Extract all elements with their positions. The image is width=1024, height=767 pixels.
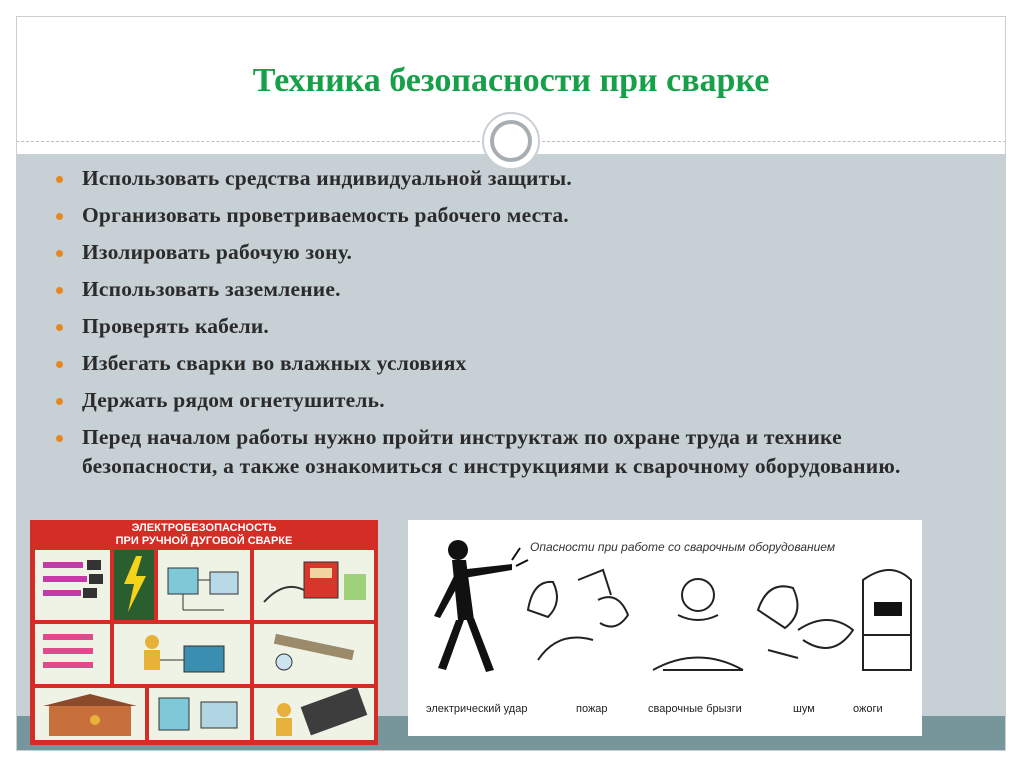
electric-shock-icon <box>434 540 528 672</box>
bullet-dot-icon <box>56 435 63 442</box>
circuit-diagram-icon <box>158 550 250 620</box>
welding-hazards-poster <box>408 520 922 736</box>
bullet-item: Использовать средства индивидуальной защиты. <box>54 164 954 193</box>
noise-icon <box>758 586 853 658</box>
cable-types-icon <box>35 624 110 684</box>
poster-panel <box>149 688 250 740</box>
fire-icon <box>528 570 628 660</box>
electrical-safety-poster <box>30 520 378 745</box>
bullet-dot-icon <box>56 398 63 405</box>
poster-panel <box>35 550 110 620</box>
welding-spatter-icon <box>653 579 743 670</box>
poster-heading-line1: ЭЛЕКТРОБЕЗОПАСНОСТЬ <box>131 522 277 534</box>
bullet-item: Держать рядом огнетушитель. <box>54 386 954 415</box>
hazard-caption-electric-shock: электрический удар <box>426 703 528 715</box>
bullet-dot-icon <box>56 361 63 368</box>
hazard-caption-burns: ожоги <box>853 703 883 715</box>
poster-panel <box>35 688 145 740</box>
poster-heading-line2: ПРИ РУЧНОЙ ДУГОВОЙ СВАРКЕ <box>115 535 293 547</box>
divider-ring-icon <box>482 112 540 170</box>
hazard-caption-spatter: сварочные брызги <box>648 703 742 715</box>
ground-connection-icon <box>254 624 374 684</box>
bullet-item: Использовать заземление. <box>54 275 954 304</box>
bullet-item: Избегать сварки во влажных условиях <box>54 349 954 378</box>
bullet-dot-icon <box>56 324 63 331</box>
poster-panel <box>254 550 374 620</box>
bullet-item: Изолировать рабочую зону. <box>54 238 954 267</box>
bullet-item: Перед началом работы нужно пройти инструктаж по охране труда и технике безопасности, а также ознакомиться с инструкциями к сварочному оборудованию. <box>54 423 954 481</box>
poster-title: Опасности при работе со сварочным оборудованием <box>530 540 836 554</box>
burns-mask-icon <box>863 570 911 670</box>
electrode-holders-icon <box>35 550 110 620</box>
welding-machine-icon <box>254 550 374 620</box>
poster-panel <box>254 624 374 684</box>
poster-panel <box>114 550 154 620</box>
hazard-caption-fire: пожар <box>576 703 608 715</box>
bullet-item: Проверять кабели. <box>54 312 954 341</box>
welding-booth-icon <box>35 688 145 740</box>
poster-panel <box>254 688 374 740</box>
bullet-dot-icon <box>56 213 63 220</box>
bullet-list <box>54 164 954 489</box>
bullet-dot-icon <box>56 287 63 294</box>
welder-in-pipe-icon <box>254 688 374 740</box>
welder-at-work-icon <box>114 624 250 684</box>
poster-panel <box>158 550 250 620</box>
lightning-icon <box>114 550 154 620</box>
switchboard-icon <box>149 688 250 740</box>
hazard-caption-noise: шум <box>793 703 815 715</box>
slide-title: Техника безопасности при сварке <box>252 62 770 99</box>
poster-panel <box>35 624 110 684</box>
bullet-dot-icon <box>56 250 63 257</box>
bullet-item: Организовать проветриваемость рабочего места. <box>54 201 954 230</box>
bullet-dot-icon <box>56 176 63 183</box>
poster-heading <box>30 522 378 548</box>
poster-panel <box>114 624 250 684</box>
